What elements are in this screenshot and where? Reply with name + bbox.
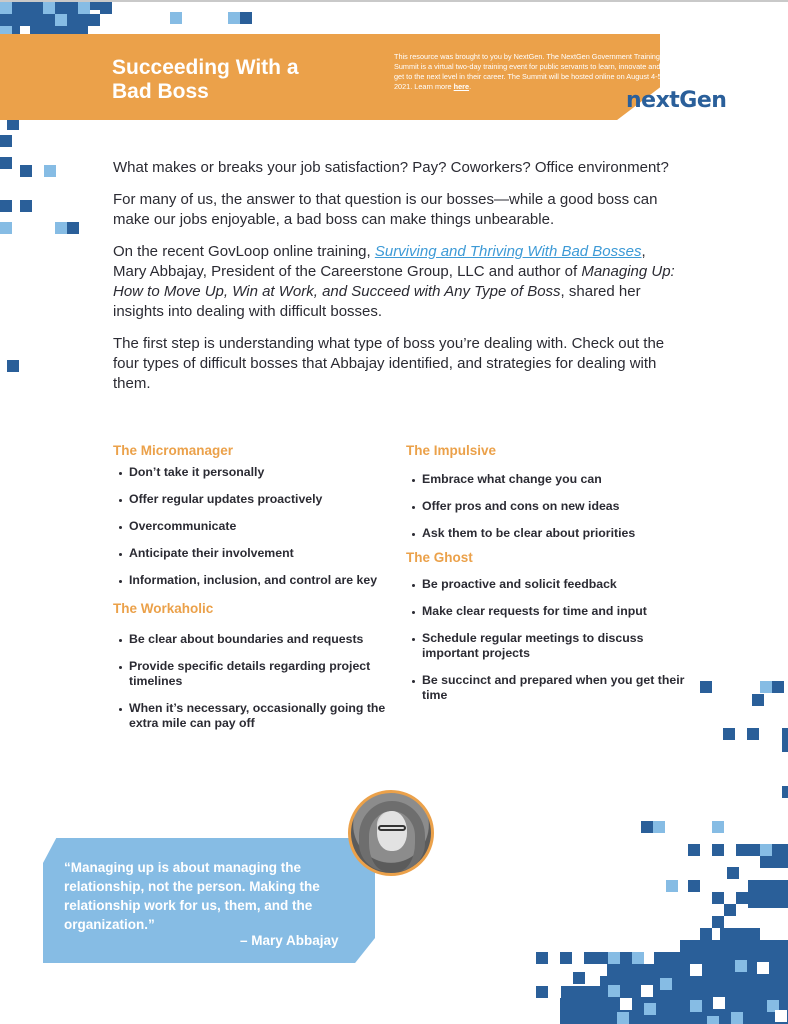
pixel-square (44, 165, 56, 177)
title-line-2: Bad Boss (112, 80, 209, 103)
pixel-square (760, 844, 772, 856)
intro-text (113, 158, 678, 406)
p3-text-b: , Mary Abbajay, President of the Careerstone Group, LLC and author of (113, 243, 646, 280)
pixel-square (731, 1012, 743, 1024)
list-item: Be proactive and solicit feedback (406, 577, 686, 592)
section-title-workaholic: The Workaholic (113, 601, 214, 616)
pixel-square (0, 157, 12, 169)
list-item: Ask them to be clear about priorities (406, 526, 686, 541)
pixel-square (228, 12, 240, 24)
pixel-square (700, 681, 712, 693)
pixel-square (632, 952, 644, 964)
pixel-square (617, 1012, 629, 1024)
title-line-1: Succeeding With a (112, 56, 299, 79)
pixel-square (748, 880, 788, 908)
pixel-square (78, 2, 90, 14)
pixel-square (20, 26, 30, 34)
pixel-square (653, 821, 665, 833)
nextgen-logo (626, 89, 726, 113)
list-item: Offer pros and cons on new ideas (406, 499, 686, 514)
list-item: Anticipate their involvement (113, 546, 393, 561)
pixel-square (66, 50, 78, 62)
pixel-square (644, 1003, 656, 1015)
book-title: Managing Up: How to Move Up, Win at Work, and Succeed with Any Type of Boss (113, 263, 675, 300)
ghost-list (406, 577, 686, 703)
pixel-square (772, 681, 784, 693)
pixel-square (0, 200, 12, 212)
pixel-square (724, 904, 736, 916)
pixel-square (641, 821, 653, 833)
photo-face (377, 811, 407, 851)
pixel-square (0, 2, 12, 14)
pixel-square (608, 952, 620, 964)
pixel-square (736, 844, 760, 856)
pixel-square (20, 200, 32, 212)
author-photo (348, 790, 434, 876)
quote-author: – Mary Abbajay (240, 933, 339, 948)
pixel-square (782, 786, 788, 798)
pixel-square (775, 1010, 787, 1022)
quote-text: “Managing up is about managing the relationship, not the person. Making the relationship work for us, them, and the organization.” (64, 860, 320, 932)
section-title-ghost: The Ghost (406, 550, 473, 565)
pixel-square (607, 964, 654, 976)
left-column (113, 442, 393, 743)
intro-paragraph-1: What makes or breaks your job satisfaction? Pay? Coworkers? Office environment? (113, 159, 669, 176)
pixel-square (88, 62, 100, 102)
impulsive-list (406, 472, 686, 541)
pixel-square (747, 728, 759, 740)
right-column (406, 442, 686, 715)
pixel-square (712, 844, 724, 856)
page-top-border (0, 0, 788, 2)
list-item: Don’t take it personally (113, 465, 393, 480)
pixel-square (641, 985, 653, 997)
intro-paragraph-2: For many of us, the answer to that question is our bosses—while a good boss can make our jobs enjoyable, a bad boss can make things unbearable. (113, 191, 658, 228)
pixel-square (170, 12, 182, 24)
pixel-square (752, 694, 764, 706)
pixel-square (608, 985, 620, 997)
list-item: Provide specific details regarding project timelines (113, 659, 393, 689)
learn-more-link[interactable]: here (453, 82, 470, 91)
pixel-square (55, 14, 67, 26)
section-title-micromanager: The Micromanager (113, 443, 234, 458)
list-item: Offer regular updates proactively (113, 492, 393, 507)
workaholic-list (113, 632, 393, 731)
pixel-square (760, 681, 772, 693)
intro-paragraph-3 (113, 242, 678, 322)
pixel-square (690, 1000, 702, 1012)
logo-text: nextGen (626, 88, 727, 113)
sponsor-note-end: . (469, 82, 472, 91)
pixel-square (757, 962, 769, 974)
pixel-square (536, 952, 548, 964)
list-item: When it’s necessary, occasionally going the extra mile can pay off (113, 701, 393, 731)
training-link[interactable]: Surviving and Thriving With Bad Bosses (374, 243, 642, 260)
pixel-square (760, 856, 788, 868)
pixel-square (712, 916, 724, 928)
pixel-square (20, 165, 32, 177)
page-title (112, 56, 372, 104)
pixel-square (620, 952, 632, 964)
pixel-square (0, 222, 12, 234)
pixel-square (736, 892, 748, 904)
micromanager-list (113, 465, 393, 588)
list-item: Be succinct and prepared when you get their time (406, 673, 686, 703)
photo-glasses (378, 825, 406, 831)
section-title-impulsive: The Impulsive (406, 443, 497, 458)
pixel-square (573, 972, 585, 984)
pixel-square (580, 1010, 604, 1024)
pixel-square (712, 821, 724, 833)
list-item: Be clear about boundaries and requests (113, 632, 393, 647)
pixel-square (0, 135, 12, 147)
pixel-square (620, 998, 632, 1010)
pixel-square (782, 728, 788, 752)
pixel-square (584, 952, 608, 964)
pixel-square (666, 880, 678, 892)
pixel-square (560, 952, 572, 964)
pixel-square (713, 997, 725, 1009)
sponsor-note (394, 52, 664, 92)
pixel-square (723, 728, 735, 740)
list-item: Schedule regular meetings to discuss important projects (406, 631, 686, 661)
pixel-square (707, 1016, 719, 1024)
pixel-square (660, 978, 672, 990)
pixel-square (700, 928, 712, 940)
pixel-square (100, 2, 112, 14)
pixel-square (735, 960, 747, 972)
list-item: Make clear requests for time and input (406, 604, 686, 619)
pixel-square (67, 222, 79, 234)
pixel-square (688, 844, 700, 856)
pixel-square (536, 986, 548, 998)
pixel-square (688, 880, 700, 892)
pixel-square (712, 892, 724, 904)
pixel-square (7, 360, 19, 372)
intro-paragraph-4: The first step is understanding what type of boss you’re dealing with. Check out the four types of difficult bosses that Abbajay identified, and strategies for dealing with them. (113, 335, 665, 392)
pixel-square (727, 867, 739, 879)
pixel-square (88, 14, 100, 26)
sponsor-note-text: This resource was brought to you by NextGen. The NextGen Government Training Summit is a virtual two-day training event for public servants to learn, innovate and get to the next level in their career. The Summit will be hosted online on August 4-5, 2021. Learn more (394, 52, 664, 91)
pixel-square (772, 844, 788, 856)
pixel-square (43, 2, 55, 14)
list-item: Embrace what change you can (406, 472, 686, 487)
list-item: Overcommunicate (113, 519, 393, 534)
pixel-square (55, 222, 67, 234)
pixel-square (720, 928, 760, 940)
list-item: Information, inclusion, and control are key (113, 573, 393, 588)
pixel-square (240, 12, 252, 24)
pixel-square (690, 964, 702, 976)
p3-text-a: On the recent GovLoop online training, (113, 243, 375, 260)
p3-text-c: , shared her insights into dealing with difficult bosses. (113, 283, 641, 320)
